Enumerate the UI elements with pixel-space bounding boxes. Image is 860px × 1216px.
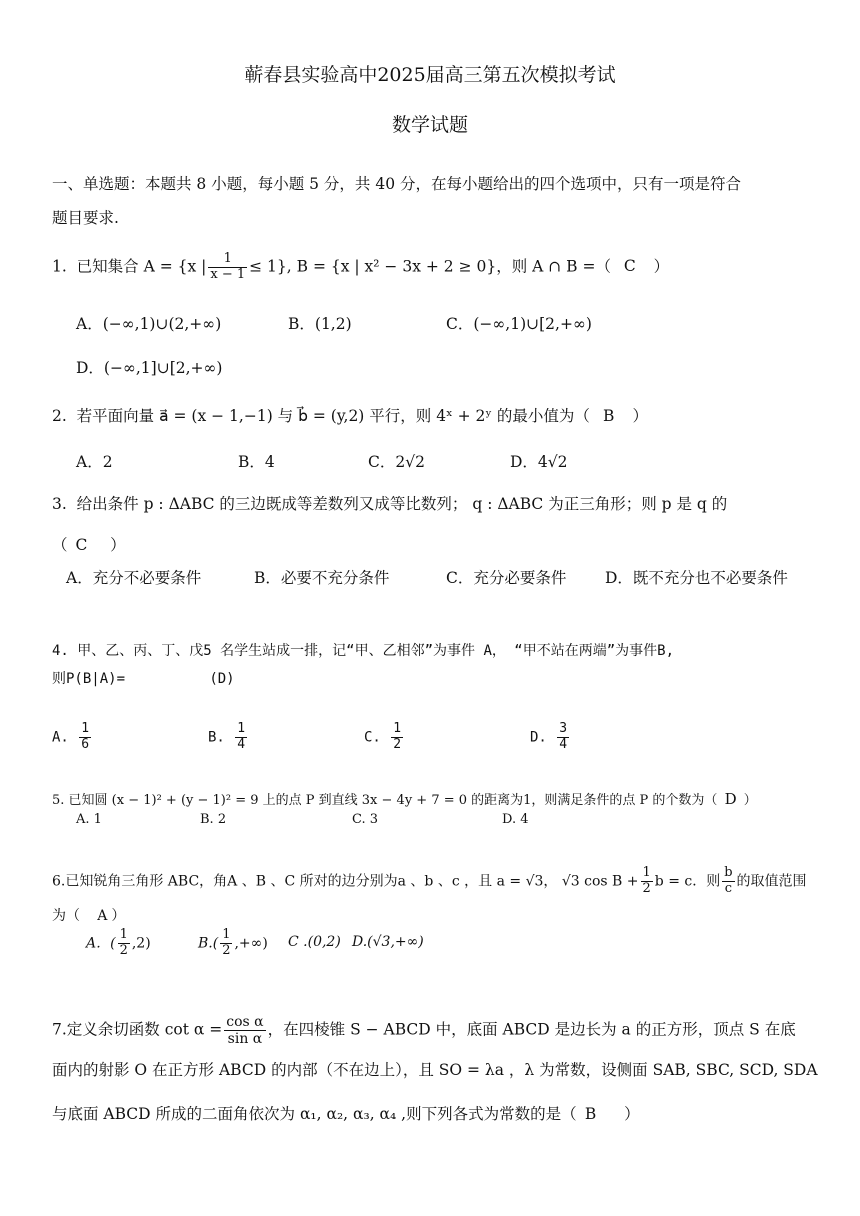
- fraction: [235, 722, 247, 753]
- question-2-stem: [52, 404, 648, 426]
- question-1-stem-b: ≤ 1}, B = {x | x² − 3x + 2 ≥ 0}，则 A ∩ B =（: [249, 257, 611, 276]
- question-1-stem: [52, 252, 669, 283]
- question-7-stem-a: 定义余切函数 cot α =: [66, 1020, 223, 1039]
- option-label: D.: [530, 729, 547, 746]
- paren-close: ）: [111, 908, 126, 924]
- answer-mark: D: [724, 790, 737, 808]
- question-4-prob: 则P(B|A)=: [52, 671, 126, 687]
- fraction: [208, 252, 247, 283]
- fraction: [557, 722, 569, 753]
- question-3-option-a: A．充分不必要条件: [66, 569, 202, 587]
- question-2-option-a: A．2: [76, 453, 113, 471]
- question-6-option-b: [198, 928, 268, 959]
- question-4-option-b: [208, 722, 249, 753]
- fraction-denominator: 4: [237, 736, 246, 752]
- question-2-option-b: B．4: [238, 453, 275, 471]
- question-4-stem: [52, 640, 674, 660]
- paren-open: 为（: [52, 908, 80, 924]
- question-6-stem: [52, 866, 807, 897]
- fraction-denominator: 2: [119, 942, 128, 958]
- question-5-option-d: D. 4: [502, 812, 529, 827]
- question-1-stem-a: 已知集合 A = {x |: [76, 257, 207, 276]
- question-4-option-c: [364, 722, 405, 753]
- paren-close: ）: [624, 1105, 640, 1123]
- fraction: [224, 1014, 265, 1047]
- paren-close: ）: [110, 536, 126, 554]
- question-1-option-b: B．(1,2): [288, 315, 352, 333]
- page-title: 蕲春县实验高中2025届高三第五次模拟考试: [244, 64, 616, 86]
- fraction-denominator: sin α: [227, 1031, 263, 1048]
- section-instructions-line1: 一、单选题：本题共 8 小题，每小题 5 分，共 40 分，在每小题给出的四个选项中，只有一项是符合: [52, 175, 742, 193]
- fraction: [722, 866, 734, 897]
- fraction-numerator: 3: [559, 721, 568, 736]
- question-7-line2: 面内的射影 O 在正方形 ABCD 的内部（不在边上），且 SO = λa ，λ 为常数，设侧面 SAB, SBC, SCD, SDA: [52, 1061, 818, 1079]
- question-1-option-a: A．(−∞,1)∪(2,+∞): [76, 315, 222, 333]
- question-6-stem-a: 已知锐角三角形 ABC，角A 、B 、C 所对的边分别为a 、b 、c ，且 a = √3， √3 cos B +: [65, 873, 639, 890]
- question-3-answer-line: [52, 533, 126, 555]
- fraction-numerator: 1: [208, 252, 247, 268]
- section-instructions-line2: 题目要求.: [52, 209, 119, 227]
- question-2-stem-text: 若平面向量 a⃗ = (x − 1,−1) 与 b⃗ = (y,2) 平行，则 4ˣ + 2ʸ 的最小值为（: [76, 407, 590, 425]
- question-2-option-c: C．2√2: [368, 453, 425, 471]
- question-4-option-a: [52, 722, 93, 753]
- answer-mark: B: [603, 407, 615, 425]
- question-7-line3-text: 与底面 ABCD 所成的二面角依次为 α₁, α₂, α₃, α₄ ,则下列各式为常数的是（: [52, 1105, 577, 1123]
- question-5-option-a: A. 1: [76, 812, 102, 827]
- fraction-denominator: 2: [642, 880, 651, 896]
- question-6-stem-b: b = c．则: [654, 873, 721, 890]
- paren-close: ）: [743, 793, 757, 808]
- fraction-denominator: c: [724, 880, 733, 896]
- question-1-option-c: C．(−∞,1)∪[2,+∞): [446, 315, 592, 333]
- question-3-option-d: D．既不充分也不必要条件: [605, 569, 788, 587]
- question-3-option-c: C．充分必要条件: [446, 569, 567, 587]
- option-label: C.: [364, 729, 381, 746]
- fraction: [220, 928, 232, 959]
- question-number: 3.: [52, 495, 67, 513]
- fraction-denominator: 2: [222, 942, 231, 958]
- answer-mark: A: [97, 908, 108, 924]
- answer-mark: (D): [209, 671, 235, 687]
- question-5-option-c: C. 3: [352, 812, 379, 827]
- question-4-stem-text: 甲、乙、丙、丁、戊5 名学生站成一排，记“甲、乙相邻”为事件 A， “甲不站在两端”为事件B,: [77, 643, 675, 659]
- question-7-stem-b: ，在四棱锥 S − ABCD 中，底面 ABCD 是边长为 a 的正方形，顶点 S 在底: [267, 1020, 796, 1039]
- question-6-option-d: D.(√3,+∞): [352, 934, 424, 950]
- fraction-numerator: 1: [222, 927, 231, 942]
- fraction-denominator: 2: [393, 736, 402, 752]
- option-label: B.: [208, 729, 225, 746]
- fraction: [79, 722, 91, 753]
- question-1-option-d: D．(−∞,1]∪[2,+∞): [76, 359, 223, 377]
- question-7-line3: [52, 1102, 640, 1124]
- option-tail: ,+∞): [234, 935, 268, 952]
- answer-mark: C: [75, 536, 88, 554]
- fraction-denominator: x − 1: [210, 266, 246, 282]
- fraction-numerator: 1: [81, 721, 90, 736]
- question-5-stem: [52, 789, 757, 808]
- question-number: 5.: [52, 793, 65, 808]
- fraction-numerator: 1: [642, 865, 651, 880]
- fraction-denominator: 4: [559, 736, 568, 752]
- fraction-numerator: cos α: [226, 1014, 264, 1030]
- option-label: A.: [52, 729, 69, 746]
- fraction-denominator: 6: [81, 736, 90, 752]
- fraction: [118, 928, 130, 959]
- question-6-option-c: C .(0,2): [288, 934, 341, 950]
- option-label: A．(: [86, 935, 116, 952]
- fraction-numerator: 1: [119, 927, 128, 942]
- paren-close: ）: [653, 257, 670, 276]
- question-4-option-d: [530, 722, 571, 753]
- question-number: 1.: [52, 257, 67, 276]
- option-label: B.(: [198, 935, 219, 952]
- question-number: 2.: [52, 407, 67, 425]
- question-7-stem: [52, 1014, 796, 1047]
- paren-open: （: [52, 536, 68, 554]
- question-6-stem-c: 的取值范围: [736, 873, 807, 890]
- question-3-option-b: B．必要不充分条件: [254, 569, 390, 587]
- fraction: [391, 722, 403, 753]
- question-number: 6.: [52, 873, 66, 890]
- option-tail: ,2): [131, 935, 151, 952]
- question-5-stem-text: 已知圆 (x − 1)² + (y − 1)² = 9 上的点 P 到直线 3x − 4y + 7 = 0 的距离为1，则满足条件的点 P 的个数为（: [68, 793, 718, 808]
- question-6-stem-line2: [52, 905, 125, 925]
- question-3-stem-text: 给出条件 p : ΔABC 的三边既成等差数列又成等比数列； q : ΔABC 为正三角形；则 p 是 q 的: [76, 495, 728, 513]
- question-4-stem-line2: [52, 668, 235, 688]
- question-number: 4.: [52, 643, 69, 659]
- question-6-option-a: [86, 928, 151, 959]
- question-3-stem: [52, 492, 727, 514]
- answer-mark: B: [584, 1105, 597, 1123]
- fraction-numerator: b: [724, 865, 733, 880]
- page-subtitle: 数学试题: [391, 114, 468, 136]
- fraction-numerator: 1: [393, 721, 402, 736]
- fraction: [641, 866, 653, 897]
- fraction-numerator: 1: [237, 721, 246, 736]
- question-number: 7.: [52, 1020, 67, 1039]
- question-5-option-b: B. 2: [200, 812, 227, 827]
- question-2-option-d: D．4√2: [510, 453, 568, 471]
- paren-close: ）: [632, 407, 648, 425]
- answer-mark: C: [623, 257, 636, 276]
